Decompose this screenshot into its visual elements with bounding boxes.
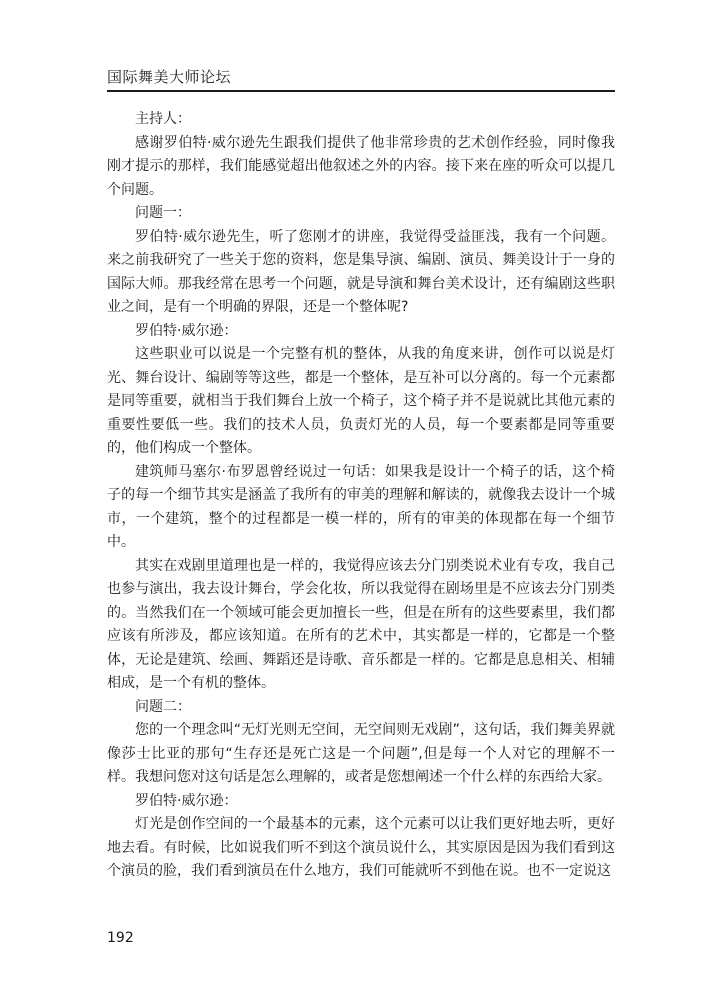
paragraph: 罗伯特·威尔逊先生，听了您刚才的讲座，我觉得受益匪浅，我有一个问题。来之前我研究了一些关于您的资料，您是集导演、编剧、演员、舞美设计于一身的国际大师。那我经常在思考一个问题，就是导演和舞台美术设计，还有编剧这些职业之间，是有一个明确的界限，还是一个整体呢? [107, 228, 615, 315]
paragraph: 罗伯特·威尔逊： [135, 792, 238, 809]
paragraph: 问题二： [135, 698, 191, 715]
running-header [107, 64, 615, 92]
header-title: 国际舞美大师论坛 [107, 68, 232, 86]
paragraph: 灯光是创作空间的一个最基本的元素，这个元素可以让我们更好地去听，更好地去看。有时候，比如说我们听不到这个演员说什么，其实原因是因为我们看到这个演员的脸，我们看到演员在什么地方，我们可能就听不到他在说。也不一定说这 [107, 816, 615, 879]
body-text [107, 108, 615, 884]
page-number: 192 [107, 930, 134, 946]
paragraph: 主持人： [135, 111, 191, 127]
paragraph: 建筑师马塞尔·布罗恩曾经说过一句话：如果我是设计一个椅子的话，这个椅子的每一个细节其实是涵盖了我所有的审美的理解和解读的，就像我去设计一个城市，一个建筑，整个的过程都是一模一样的，所有的审美的体现都在每一个细节中。 [107, 463, 615, 550]
paragraph: 感谢罗伯特·威尔逊先生跟我们提供了他非常珍贵的艺术创作经验，同时像我刚才提示的那样，我们能感觉超出他叙述之外的内容。接下来在座的听众可以提几个问题。 [107, 134, 615, 198]
paragraph: 这些职业可以说是一个完整有机的整体，从我的角度来讲，创作可以说是灯光、舞台设计、编剧等等这些，都是一个整体，是互补可以分离的。每一个元素都是同等重要，就相当于我们舞台上放一个椅子，这个椅子并不是说就比其他元素的重要性要低一些。我们的技术人员，负责灯光的人员，每一个要素都是同等重要的，他们构成一个整体。 [107, 346, 615, 456]
paragraph: 问题一： [135, 205, 191, 221]
paragraph: 罗伯特·威尔逊： [135, 322, 238, 339]
paragraph: 您的一个理念叫“无灯光则无空间，无空间则无戏剧”，这句话，我们舞美界就像莎士比亚的那句“生存还是死亡这是一个问题”,但是每一个人对它的理解不一样。我想问您对这句话是怎么理解的，或者是您想阐述一个什么样的东西给大家。 [107, 722, 615, 785]
paragraph: 其实在戏剧里道理也是一样的，我觉得应该去分门别类说术业有专攻，我自己也参与演出，我去设计舞台，学会化妆，所以我觉得在剧场里是不应该去分门别类的。当然我们在一个领域可能会更加擅长一些，但是在所有的这些要素里，我们都应该有所涉及，都应该知道。在所有的艺术中，其实都是一样的，它都是一个整体，无论是建筑、绘画、舞蹈还是诗歌、音乐都是一样的。它都是息息相关、相辅相成，是一个有机的整体。 [107, 557, 615, 691]
